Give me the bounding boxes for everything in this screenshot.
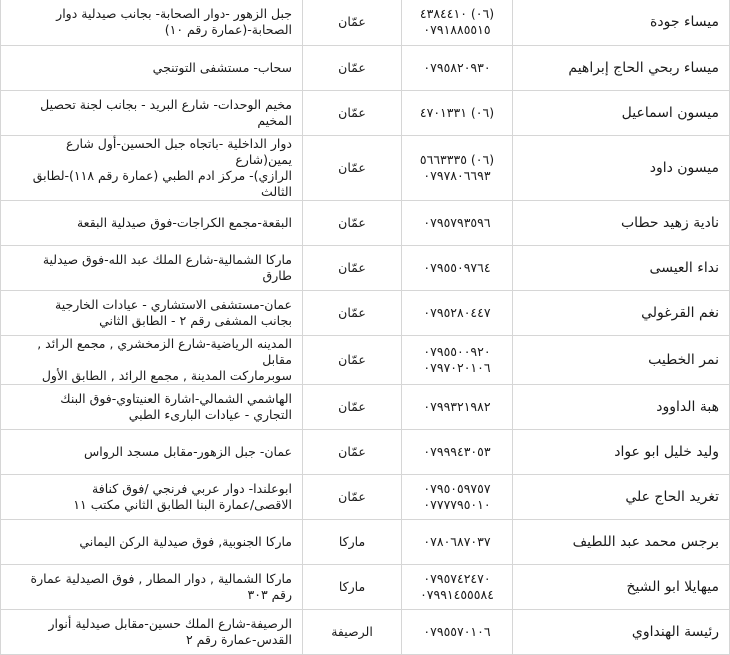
city-cell: عمّان [303, 290, 402, 335]
phone-number: ٠٧٨٠٦٨٧٠٣٧ [423, 533, 491, 549]
city-cell: عمّان [303, 0, 402, 45]
phone-number: ٠٧٩٩١٤٥٥٥٨٤ [420, 586, 494, 602]
doctor-name: وليد خليل ابو عواد [513, 429, 730, 474]
table-row [1, 519, 730, 564]
city-cell: عمّان [303, 90, 402, 135]
phone-number: ٠٧٩٥٧٤٢٤٧٠ [423, 570, 491, 586]
address-line: عمان-مستشفى الاستشاري - عيادات الخارجية [55, 296, 292, 312]
phone-cell [402, 45, 513, 90]
phone-number: ٠٧٩٥٢٨٠٤٤٧ [423, 304, 491, 320]
doctor-name: ميساء جودة [513, 0, 730, 45]
phone-number: (٠٦) ٤٣٨٤٤١٠ [419, 6, 495, 22]
address-line: ماركا الشمالية-شارع الملك عبد الله-فوق صيدلية [42, 251, 292, 267]
table-row [1, 609, 730, 654]
address-line: دوار الداخلية -باتجاه جبل الحسين-أول شارع يمين(شارع [66, 135, 292, 167]
address-cell [1, 609, 303, 654]
doctor-name: نادية زهيد حطاب [513, 200, 730, 245]
table-row [1, 245, 730, 290]
phone-cell [402, 200, 513, 245]
address-line: مخيم الوحدات- شارع البريد - بجانب لجنة تحصيل [40, 96, 292, 112]
address-cell [1, 90, 303, 135]
address-cell [1, 0, 303, 45]
address-cell [1, 335, 303, 384]
address-cell [1, 564, 303, 609]
phone-number: ٠٧٩٥٧٩٣٥٩٦ [423, 214, 491, 230]
phone-cell [402, 429, 513, 474]
address-line: الهاشمي الشمالي-اشارة العنيتاوي-فوق البنك [60, 390, 292, 406]
doctor-name: تغريد الحاج علي [513, 474, 730, 519]
doctor-name: ميسون داود [513, 135, 730, 200]
phone-number: ٠٧٩٧٨٠٦٦٩٣ [423, 167, 491, 183]
table-row [1, 384, 730, 429]
phone-number: ٠٧٩٩٣٢١٩٨٢ [423, 398, 491, 414]
phone-number: ٠٧٩٧٠٢٠١٠٦ [423, 359, 491, 375]
city-cell: عمّان [303, 429, 402, 474]
city-cell: ماركا [303, 564, 402, 609]
phone-number: ٠٧٩٥٥٧٠١٠٦ [423, 623, 491, 639]
city-cell: عمّان [303, 384, 402, 429]
address-cell [1, 135, 303, 200]
phone-cell [402, 245, 513, 290]
phone-cell [402, 384, 513, 429]
city-cell: عمّان [303, 335, 402, 384]
address-cell [1, 200, 303, 245]
address-line: المدينه الرياضية-شارع الزمخشري , مجمع الرائد , مقابل [37, 335, 292, 367]
phone-cell [402, 335, 513, 384]
city-cell: عمّان [303, 135, 402, 200]
directory-rows [1, 0, 730, 654]
address-line: البقعة-مجمع الكراجات-فوق صيدلية البقعة [76, 214, 292, 230]
address-line: عمان- جبل الزهور-مقابل مسجد الرواس [83, 443, 292, 459]
address-cell [1, 45, 303, 90]
address-line: المخيم [257, 112, 292, 128]
table-row [1, 90, 730, 135]
phone-number: ٠٧٧٧٧٩٥٠١٠ [423, 496, 491, 512]
address-line: الصحابة-(عمارة رقم ١٠) [164, 22, 292, 38]
doctor-name: نمر الخطيب [513, 335, 730, 384]
phone-cell [402, 135, 513, 200]
phone-cell [402, 90, 513, 135]
phone-number: ٠٧٩٥٥٠٩٧٦٤ [423, 259, 491, 275]
city-cell: عمّان [303, 45, 402, 90]
address-line: بجانب المشفى رقم ٢ - الطابق الثاني [99, 312, 292, 328]
address-line: ماركا الجنوبية, فوق صيدلية الركن اليماني [79, 533, 292, 549]
table-row [1, 474, 730, 519]
phone-number: ٠٧٩٩٩٤٣٠٥٣ [423, 443, 491, 459]
phone-number: (٠٦) ٤٧٠١٣٣١ [419, 104, 495, 120]
city-cell: عمّان [303, 200, 402, 245]
address-line: التجاري - عيادات البارىء الطبي [128, 406, 292, 422]
doctor-name: برجس محمد عبد اللطيف [513, 519, 730, 564]
city-cell: ماركا [303, 519, 402, 564]
table-row [1, 335, 730, 384]
phone-cell [402, 564, 513, 609]
phone-number: (٠٦) ٥٦٦٣٣٣٥ [419, 151, 495, 167]
city-cell: عمّان [303, 245, 402, 290]
doctor-name: رئيسة الهنداوي [513, 609, 730, 654]
doctor-name: نداء العيسى [513, 245, 730, 290]
address-cell [1, 245, 303, 290]
table-row [1, 290, 730, 335]
phone-cell [402, 519, 513, 564]
phone-number: ٠٧٩٥٥٠٠٩٢٠ [423, 343, 491, 359]
doctor-name: هبة الداوود [513, 384, 730, 429]
table-row [1, 45, 730, 90]
address-cell [1, 474, 303, 519]
phone-cell [402, 474, 513, 519]
table-row [1, 429, 730, 474]
city-cell: عمّان [303, 474, 402, 519]
address-line: سوبرماركت المدينة , مجمع الرائد , الطابق الأول [41, 367, 292, 383]
address-line: سحاب- مستشفى التوتنجي [152, 59, 292, 75]
address-cell [1, 429, 303, 474]
address-line: ابوعلندا- دوار عربي فرنجي /فوق كنافة [92, 480, 292, 496]
phone-number: ٠٧٩٥٨٢٠٩٣٠ [423, 59, 491, 75]
table-row [1, 135, 730, 200]
table-row [1, 200, 730, 245]
doctor-name: ميسون اسماعيل [513, 90, 730, 135]
phone-cell [402, 290, 513, 335]
address-line: الرازي)- مركز ادم الطبي (عمارة رقم ١١٨)-لطابق الثالث [32, 167, 292, 199]
address-line: طارق [262, 267, 292, 283]
phone-number: ٠٧٩٥٠٥٩٧٥٧ [423, 480, 491, 496]
address-line: رقم ٣٠٣ [247, 586, 292, 602]
address-line: الاقصى/عمارة البنا الطابق الثاني مكتب ١١ [73, 496, 292, 512]
address-cell [1, 384, 303, 429]
address-line: ماركا الشمالية , دوار المطار , فوق الصيدلية عمارة [30, 570, 292, 586]
doctor-name: ميهايلا ابو الشيخ [513, 564, 730, 609]
doctor-name: ميساء ربحي الحاج إبراهيم [513, 45, 730, 90]
phone-cell [402, 609, 513, 654]
phone-number: ٠٧٩١٨٨٥٥١٥ [423, 22, 491, 38]
table-row [1, 564, 730, 609]
table-row [1, 0, 730, 45]
address-line: جبل الزهور -دوار الصحابة- بجانب صيدلية دوار [56, 6, 292, 22]
address-cell [1, 290, 303, 335]
address-line: الرصيفة-شارع الملك حسين-مقابل صيدلية أنوار [48, 615, 292, 631]
address-line: القدس-عمارة رقم ٢ [185, 631, 292, 647]
doctor-name: نغم القرغولي [513, 290, 730, 335]
city-cell: الرصيفة [303, 609, 402, 654]
address-cell [1, 519, 303, 564]
phone-cell [402, 0, 513, 45]
